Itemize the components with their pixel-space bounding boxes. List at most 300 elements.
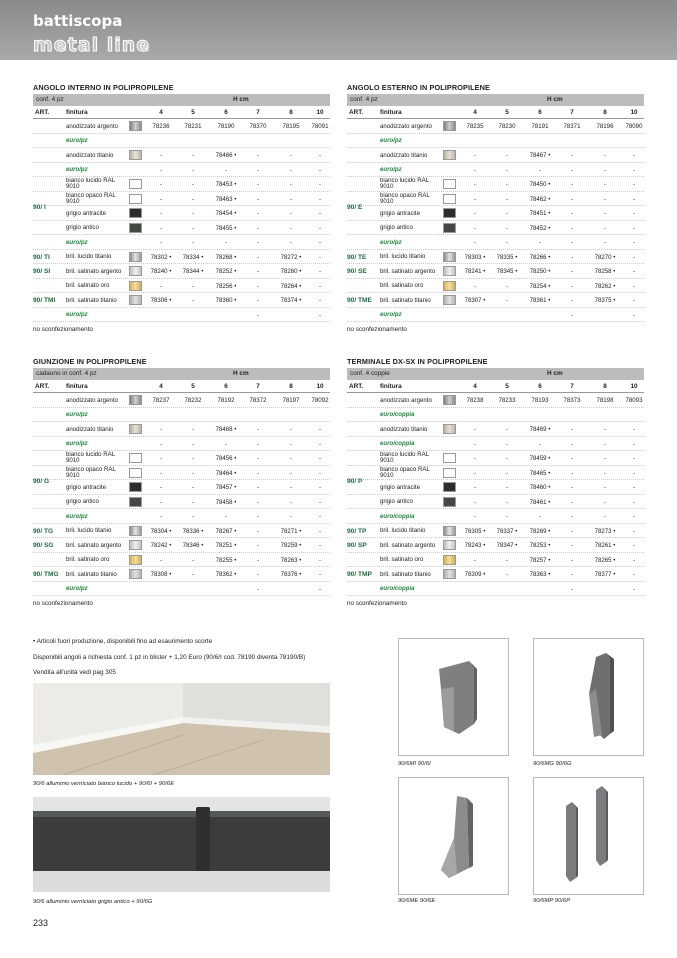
code-cell: 78304 • [150, 527, 172, 535]
finitura-label: bril. satinato titanio [380, 296, 431, 304]
code-cell: - [632, 268, 636, 275]
photo-grigio-antico [33, 797, 330, 892]
col-height: 7 [256, 383, 260, 390]
table-row [33, 148, 330, 163]
code-cell: - [256, 469, 260, 477]
table-row [347, 582, 644, 597]
code-cell: - [191, 426, 195, 433]
code-cell: - [473, 498, 477, 506]
hcm-label: H cm [547, 96, 563, 103]
color-swatch [129, 194, 142, 204]
finitura-label: anodizzato titanio [380, 151, 428, 159]
code-cell: 78455 • [215, 224, 237, 232]
finitura-label: bianco opaco RAL 9010 [380, 465, 430, 479]
code-cell: 78451 • [529, 210, 551, 217]
col-finitura: finitura [66, 383, 88, 390]
finitura-label: euro/coppia [380, 585, 415, 592]
art-code: 90/ TMG [33, 571, 59, 578]
code-cell: - [570, 311, 574, 319]
code-cell: 78193 [531, 397, 549, 404]
code-cell: 78371 [563, 123, 581, 130]
table-row [347, 495, 644, 510]
code-cell: 78464 • [215, 469, 237, 477]
finitura-label: grigio antico [380, 224, 413, 231]
code-cell: 78347 • [496, 542, 518, 549]
code-cell: - [224, 239, 228, 246]
code-cell: - [256, 585, 260, 593]
code-cell: - [473, 181, 477, 188]
code-cell: - [256, 455, 260, 462]
code-cell: - [505, 484, 509, 491]
code-cell: 78344 • [182, 268, 204, 275]
table-row [347, 148, 644, 163]
code-cell: - [505, 571, 509, 578]
code-cell: - [159, 484, 163, 491]
code-cell: 78336 • [182, 527, 204, 535]
table-row [347, 250, 644, 265]
code-cell: - [191, 498, 195, 506]
code-cell: - [256, 484, 260, 491]
code-cell: - [570, 469, 574, 477]
finitura-label: bril. lucido titanio [66, 253, 112, 260]
code-cell: - [505, 556, 509, 564]
code-cell: - [191, 440, 195, 448]
art-code: 90/ P [347, 478, 363, 485]
finitura-label: bril. satinato argento [66, 267, 122, 275]
art-code: 90/ SI [33, 268, 51, 275]
code-cell: 78461 • [529, 498, 551, 506]
code-cell: 78450 • [529, 181, 551, 188]
code-cell: - [318, 484, 322, 491]
col-finitura: finitura [380, 109, 402, 116]
color-swatch [129, 424, 142, 434]
col-height: 7 [256, 109, 260, 116]
code-cell: - [538, 440, 542, 448]
code-cell: - [473, 513, 477, 520]
finitura-label: grigio antico [66, 224, 99, 231]
code-cell: 78268 • [215, 253, 237, 261]
color-swatch [129, 453, 142, 463]
finitura-label: bril. lucido titanio [66, 527, 112, 534]
col-height: 6 [224, 109, 228, 116]
col-height: 4 [159, 383, 163, 390]
code-cell: 78462 • [529, 195, 551, 203]
code-cell: - [289, 210, 293, 217]
code-cell: 78307 • [464, 297, 486, 304]
finitura-label: euro/pz [380, 238, 402, 246]
code-cell: - [289, 166, 293, 174]
code-cell: - [603, 498, 607, 506]
code-cell: - [256, 311, 260, 319]
code-cell: - [473, 556, 477, 564]
code-cell: 78361 • [529, 297, 551, 304]
color-swatch [129, 497, 142, 507]
code-cell: 78250 • [529, 268, 551, 275]
code-cell: - [289, 484, 293, 491]
table-row [33, 393, 330, 408]
code-cell: - [632, 571, 636, 578]
code-cell: - [159, 556, 163, 564]
code-cell: - [289, 440, 293, 448]
code-cell: 78238 [466, 397, 484, 404]
code-cell: - [632, 469, 636, 477]
table-row [33, 221, 330, 236]
col-finitura: finitura [66, 109, 88, 116]
code-cell: - [318, 181, 322, 188]
code-cell: 78337 • [496, 527, 518, 535]
finitura-label: anodizzato titanio [66, 425, 114, 433]
code-cell: - [632, 455, 636, 462]
code-cell: - [570, 152, 574, 159]
code-cell: - [473, 455, 477, 462]
code-cell: - [570, 484, 574, 491]
code-cell: - [318, 210, 322, 217]
code-cell: 78273 • [594, 527, 616, 535]
code-cell: - [473, 426, 477, 433]
code-cell: 78257 • [529, 556, 551, 564]
caption-product-3: 90/6ME 90/6E [398, 898, 436, 904]
code-cell: - [256, 152, 260, 159]
finitura-label: euro/pz [380, 166, 402, 173]
page-header [0, 0, 677, 60]
finitura-label: grigio antico [66, 498, 99, 505]
code-cell: - [632, 498, 636, 506]
finitura-label: bril. satinato oro [66, 282, 110, 289]
col-height: 8 [289, 383, 293, 390]
code-cell: - [632, 253, 636, 261]
table-row [33, 264, 330, 279]
code-cell: 78458 • [215, 498, 237, 506]
code-cell: - [256, 297, 260, 304]
code-cell: - [318, 542, 322, 549]
code-cell: 78196 [596, 123, 614, 130]
finitura-label: grigio antracite [66, 483, 106, 491]
code-cell: - [473, 152, 477, 159]
code-cell: - [570, 195, 574, 203]
code-cell: - [159, 469, 163, 477]
code-cell: - [256, 556, 260, 564]
conf-bar [33, 94, 330, 106]
table-header [347, 380, 644, 393]
code-cell: 78232 [184, 397, 202, 404]
product-image-angolo-esterno [398, 777, 509, 895]
code-cell: - [538, 166, 542, 174]
code-cell: 78306 • [150, 297, 172, 304]
color-swatch [443, 453, 456, 463]
finitura-label: euro/pz [66, 512, 88, 520]
finitura-label: bril. satinato oro [66, 556, 110, 563]
code-cell: - [318, 224, 322, 232]
table-row [33, 235, 330, 250]
col-art: ART. [35, 383, 50, 390]
code-cell: - [603, 210, 607, 217]
code-cell: 78370 [249, 123, 267, 130]
code-cell: - [318, 556, 322, 564]
col-height: 6 [538, 383, 542, 390]
code-cell: - [191, 239, 195, 246]
code-cell: - [632, 297, 636, 304]
code-cell: - [318, 513, 322, 520]
code-cell: 78231 [184, 123, 202, 130]
table-row [33, 192, 330, 207]
col-height: 10 [316, 383, 324, 390]
code-cell: 78233 [498, 397, 516, 404]
section-title: ANGOLO ESTERNO IN POLIPROPILENE [347, 83, 490, 92]
code-cell: - [318, 469, 322, 477]
code-cell: - [191, 571, 195, 578]
finitura-label: anodizzato argento [380, 396, 432, 404]
code-cell: - [318, 455, 322, 462]
art-code: 90/ E [347, 204, 363, 211]
code-cell: - [318, 440, 322, 448]
color-swatch [443, 194, 456, 204]
table-row [33, 509, 330, 524]
table-row [347, 422, 644, 437]
code-cell: 78459 • [529, 455, 551, 462]
table-row [33, 451, 330, 466]
code-cell: 78260 • [280, 268, 302, 275]
col-height: 4 [473, 383, 477, 390]
finitura-label: bianco lucido RAL 9010 [380, 451, 429, 465]
code-cell: - [632, 311, 636, 319]
code-cell: - [256, 181, 260, 188]
code-cell: - [191, 224, 195, 232]
conf-label: cadauno in conf. 4 pz [36, 370, 97, 377]
code-cell: 78346 • [182, 542, 204, 549]
code-cell: - [318, 253, 322, 261]
table-row [347, 567, 644, 582]
code-cell: 78456 • [215, 455, 237, 462]
color-swatch [129, 266, 142, 276]
code-cell: - [318, 527, 322, 535]
finitura-label: anodizzato argento [66, 396, 118, 404]
finitura-label: bril. satinato titanio [66, 296, 117, 304]
col-height: 10 [630, 109, 638, 116]
code-cell: - [318, 282, 322, 290]
code-cell: - [224, 440, 228, 448]
footnote-fuori-produzione: • Articoli fuori produzione, disponibili fino ad esaurimento scorte [33, 638, 213, 645]
code-cell: - [256, 239, 260, 246]
code-cell: 78261 • [594, 542, 616, 549]
code-cell: - [289, 513, 293, 520]
color-swatch [129, 482, 142, 492]
col-height: 5 [191, 109, 195, 116]
code-cell: - [224, 513, 228, 520]
table-row [347, 509, 644, 524]
code-cell: - [159, 181, 163, 188]
finitura-label: bianco lucido RAL 9010 [66, 451, 115, 465]
section-angolo-esterno [347, 83, 644, 336]
code-cell: - [473, 440, 477, 448]
code-cell: - [570, 224, 574, 232]
hcm-label: H cm [547, 370, 563, 377]
code-cell: 78452 • [529, 224, 551, 232]
footnote-blister: Disponibili angoli a richiesta conf. 1 pz in blister + 1,20 Euro (90/6/I cod. 78190 diventa 78190/B) [33, 654, 306, 661]
color-swatch [129, 526, 142, 536]
color-swatch [443, 121, 456, 131]
table-header [347, 106, 644, 119]
code-cell: - [570, 455, 574, 462]
table-row [347, 437, 644, 452]
code-cell: - [570, 498, 574, 506]
note-text: no sconfezionamento [33, 600, 93, 607]
code-cell: - [318, 239, 322, 246]
conf-label: conf. 4 pz [36, 96, 64, 103]
code-cell: 78243 • [464, 542, 486, 549]
code-cell: - [603, 152, 607, 159]
code-cell: - [318, 166, 322, 174]
code-cell: - [318, 311, 322, 319]
code-cell: - [289, 195, 293, 203]
code-cell: - [289, 469, 293, 477]
finitura-label: euro/pz [66, 137, 88, 144]
col-height: 5 [505, 109, 509, 116]
code-cell: 78373 [563, 397, 581, 404]
finitura-label: euro/pz [380, 137, 402, 144]
code-cell: - [632, 195, 636, 203]
code-cell: 78345 • [496, 268, 518, 275]
code-cell: 78091 [311, 123, 329, 130]
code-cell: - [632, 513, 636, 520]
code-cell: 78259 • [280, 542, 302, 549]
code-cell: 78454 • [215, 210, 237, 217]
col-art: ART. [349, 109, 364, 116]
col-height: 5 [191, 383, 195, 390]
color-swatch [129, 555, 142, 565]
finitura-label: euro/coppia [380, 512, 415, 520]
code-cell: - [289, 181, 293, 188]
code-cell: 78236 [152, 123, 170, 130]
finitura-label: bril. satinato oro [380, 556, 424, 563]
code-cell: - [570, 268, 574, 275]
finitura-label: bril. satinato titanio [66, 570, 117, 578]
code-cell: - [603, 440, 607, 448]
code-cell: - [289, 426, 293, 433]
code-cell: - [191, 210, 195, 217]
table-row [347, 293, 644, 308]
art-code: 90/ G [33, 478, 50, 485]
code-cell: 78265 • [594, 556, 616, 564]
finitura-label: euro/pz [66, 311, 88, 318]
code-cell: - [570, 571, 574, 578]
code-cell: - [256, 440, 260, 448]
code-cell: 78305 • [464, 527, 486, 535]
code-cell: - [289, 152, 293, 159]
code-cell: - [505, 152, 509, 159]
code-cell: 78195 [282, 123, 300, 130]
footnote-vendita: Vendita all'unità vedi pag 305 [33, 669, 116, 676]
col-height: 4 [473, 109, 477, 116]
finitura-label: euro/coppia [380, 411, 415, 418]
table-row [33, 279, 330, 294]
code-cell: - [191, 181, 195, 188]
product-image-terminale [533, 777, 644, 895]
header-subtitle: metal line [33, 34, 151, 56]
table-row [33, 480, 330, 495]
conf-bar [347, 368, 644, 380]
code-cell: - [570, 556, 574, 564]
code-cell: 78269 • [529, 527, 551, 535]
table-row [347, 264, 644, 279]
code-cell: - [289, 498, 293, 506]
table-header [33, 380, 330, 393]
table-row [347, 408, 644, 423]
caption-product-2: 90/6MG 90/6G [533, 761, 572, 767]
product-image-giunzione [533, 638, 644, 756]
finitura-label: bril. lucido titanio [380, 527, 426, 534]
code-cell: - [159, 239, 163, 246]
caption-product-4: 90/6MP 90/6P [533, 898, 571, 904]
code-cell: - [256, 253, 260, 261]
code-cell: 78270 • [594, 253, 616, 261]
code-cell: - [289, 239, 293, 246]
code-cell: 78092 [311, 397, 329, 404]
finitura-label: bianco opaco RAL 9010 [66, 191, 116, 205]
code-cell: - [570, 542, 574, 549]
finitura-label: grigio antracite [380, 209, 420, 217]
code-cell: - [256, 571, 260, 578]
code-cell: - [632, 152, 636, 159]
code-cell: - [191, 195, 195, 203]
code-cell: - [505, 455, 509, 462]
finitura-label: bril. satinato oro [380, 282, 424, 289]
table-row [33, 495, 330, 510]
code-cell: - [632, 585, 636, 593]
code-cell: - [256, 282, 260, 290]
art-code: 90/ SG [33, 542, 54, 549]
code-cell: - [473, 195, 477, 203]
code-cell: - [603, 195, 607, 203]
code-cell: - [191, 513, 195, 520]
code-cell: - [256, 513, 260, 520]
table-row [347, 393, 644, 408]
table-row [347, 308, 644, 323]
code-cell: - [505, 282, 509, 290]
section-angolo-interno [33, 83, 330, 336]
table-row [347, 279, 644, 294]
code-cell: - [603, 224, 607, 232]
finitura-label: bril. satinato titanio [380, 570, 431, 578]
code-cell: 78375 • [594, 297, 616, 304]
code-cell: 78303 • [464, 253, 486, 261]
code-cell: - [159, 282, 163, 290]
code-cell: - [473, 484, 477, 491]
code-cell: - [256, 210, 260, 217]
code-cell: 78360 • [215, 297, 237, 304]
code-cell: 78376 • [280, 571, 302, 578]
code-cell: - [318, 426, 322, 433]
code-cell: 78242 • [150, 542, 172, 549]
code-cell: - [505, 440, 509, 448]
code-cell: - [318, 297, 322, 304]
color-swatch [443, 555, 456, 565]
code-cell: 78230 [498, 123, 516, 130]
product-image-angolo-interno [398, 638, 509, 756]
col-height: 8 [289, 109, 293, 116]
code-cell: 78237 [152, 397, 170, 404]
color-swatch [129, 569, 142, 579]
code-cell: 78465 • [529, 469, 551, 477]
code-cell: 78453 • [215, 181, 237, 188]
table-row [33, 582, 330, 597]
finitura-label: euro/coppia [380, 440, 415, 447]
code-cell: 78264 • [280, 282, 302, 290]
color-swatch [129, 252, 142, 262]
code-cell: 78252 • [215, 268, 237, 275]
code-cell: - [473, 210, 477, 217]
code-cell: 78362 • [215, 571, 237, 578]
finitura-label: grigio antracite [66, 209, 106, 217]
